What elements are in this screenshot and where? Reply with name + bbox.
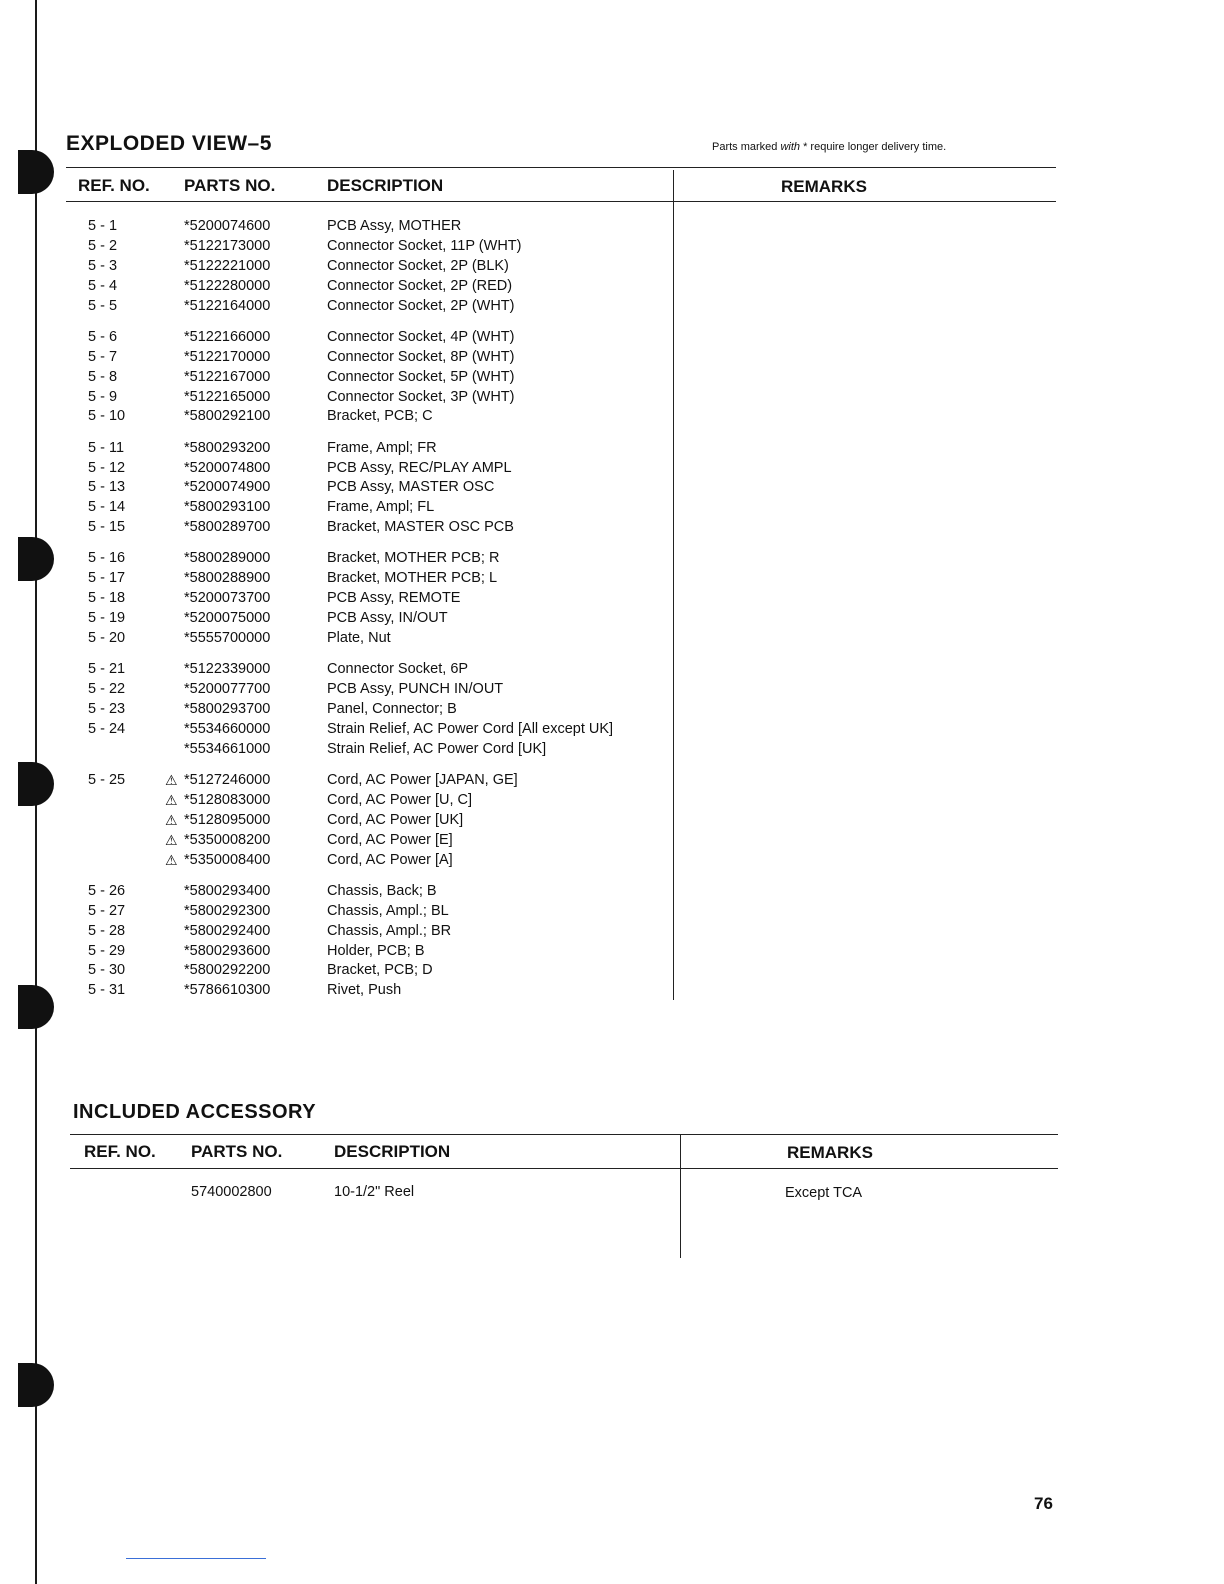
table-row bbox=[0, 739, 670, 759]
part-no: *5800293700 bbox=[184, 701, 271, 717]
description: Holder, PCB; B bbox=[327, 942, 425, 959]
description: Bracket, PCB; D bbox=[327, 962, 433, 979]
ref-no: 5 - 20 bbox=[88, 630, 126, 646]
table-row bbox=[0, 790, 670, 810]
table-row bbox=[0, 367, 670, 387]
ref-no: 5 - 17 bbox=[88, 570, 126, 587]
description: Cord, AC Power [A] bbox=[327, 851, 453, 868]
table-row bbox=[0, 256, 670, 276]
ref-no: 5 - 15 bbox=[88, 519, 126, 536]
table-row bbox=[0, 438, 670, 458]
ref-no: 5 - 9 bbox=[88, 388, 118, 405]
ref-no: 5 - 6 bbox=[88, 328, 118, 345]
ref-no: 5 - 13 bbox=[88, 479, 126, 496]
description: Bracket, MASTER OSC PCB bbox=[327, 519, 514, 536]
part-no: *5122339000 bbox=[184, 661, 271, 678]
description: Panel, Connector; B bbox=[327, 701, 457, 717]
ref-no: 5 - 28 bbox=[88, 922, 126, 939]
ref-no: 5 - 26 bbox=[88, 882, 126, 899]
part-no: *5800293200 bbox=[184, 439, 271, 456]
table-row bbox=[0, 980, 670, 1000]
description: Connector Socket, 5P (WHT) bbox=[327, 368, 515, 385]
table-row bbox=[0, 659, 670, 679]
part-no: *5800293100 bbox=[184, 499, 271, 516]
col-header-parts: PARTS NO. bbox=[184, 176, 276, 195]
description: Chassis, Ampl.; BR bbox=[327, 922, 452, 939]
description: Connector Socket, 11P (WHT) bbox=[327, 237, 522, 254]
table-row bbox=[0, 477, 670, 497]
part-no: *5800293600 bbox=[184, 942, 271, 959]
description: Strain Relief, AC Power Cord [UK] bbox=[327, 740, 547, 757]
part-no: *5128095000 bbox=[184, 811, 271, 828]
safety-warning-icon: ⚠ bbox=[165, 831, 178, 848]
ref-no: 5 - 24 bbox=[88, 720, 126, 737]
table-row bbox=[0, 406, 670, 426]
binding-hole bbox=[18, 1363, 54, 1407]
ref-no: 5 - 29 bbox=[88, 942, 126, 959]
table-row bbox=[0, 347, 670, 367]
table-row bbox=[0, 850, 670, 870]
part-no: *5534661000 bbox=[184, 740, 271, 757]
ref-no: 5 - 22 bbox=[88, 681, 126, 698]
ref-no: 5 - 23 bbox=[88, 701, 126, 717]
delivery-note: Parts marked with * require longer delivery time. bbox=[712, 141, 947, 153]
part-no: *5800292300 bbox=[184, 902, 271, 919]
col-header-remarks: REMARKS bbox=[781, 177, 867, 196]
description: Connector Socket, 6P bbox=[327, 661, 469, 678]
part-no: *5128083000 bbox=[184, 791, 271, 808]
description: PCB Assy, REC/PLAY AMPL bbox=[327, 459, 512, 476]
description: Connector Socket, 4P (WHT) bbox=[327, 328, 515, 345]
table-row bbox=[0, 830, 670, 850]
description: PCB Assy, PUNCH IN/OUT bbox=[327, 681, 504, 698]
part-no: *5200075000 bbox=[184, 610, 271, 627]
ref-no: 5 - 19 bbox=[88, 610, 126, 627]
table-row bbox=[0, 517, 670, 537]
table-row bbox=[0, 628, 670, 648]
accessory-part-no: 5740002800 bbox=[191, 1184, 272, 1200]
safety-warning-icon: ⚠ bbox=[165, 772, 178, 788]
table-row bbox=[0, 960, 670, 980]
table-row bbox=[0, 921, 670, 941]
ref-no: 5 - 11 bbox=[88, 439, 125, 456]
ref-no: 5 - 3 bbox=[88, 257, 118, 274]
table-row bbox=[0, 941, 670, 961]
part-no: *5122164000 bbox=[184, 297, 271, 314]
table-row bbox=[0, 901, 670, 921]
description: Cord, AC Power [UK] bbox=[327, 811, 464, 828]
accessory-remarks: Except TCA bbox=[785, 1185, 863, 1201]
description: Chassis, Back; B bbox=[327, 882, 437, 899]
description: PCB Assy, IN/OUT bbox=[327, 610, 448, 627]
description: PCB Assy, MOTHER bbox=[327, 218, 462, 234]
part-no: *5200077700 bbox=[184, 681, 271, 698]
part-no: *5800289700 bbox=[184, 519, 271, 536]
description: Connector Socket, 2P (WHT) bbox=[327, 297, 515, 314]
footer-line bbox=[126, 1558, 266, 1559]
accessory-description: 10-1/2" Reel bbox=[334, 1184, 415, 1200]
description: Bracket, MOTHER PCB; R bbox=[327, 550, 500, 567]
col-header-description: DESCRIPTION bbox=[327, 176, 444, 195]
part-no: *5800288900 bbox=[184, 570, 271, 587]
description: PCB Assy, MASTER OSC bbox=[327, 479, 495, 496]
description: Bracket, MOTHER PCB; L bbox=[327, 570, 498, 587]
part-no: *5555700000 bbox=[184, 630, 271, 646]
part-no: *5800289000 bbox=[184, 550, 271, 567]
ref-no: 5 - 14 bbox=[88, 499, 126, 516]
description: Cord, AC Power [U, C] bbox=[327, 791, 473, 808]
accessory-top-rule bbox=[70, 1134, 1058, 1135]
description: PCB Assy, REMOTE bbox=[327, 590, 461, 607]
part-no: *5122280000 bbox=[184, 277, 271, 294]
part-no: *5350008400 bbox=[184, 851, 271, 868]
part-no: *5127246000 bbox=[184, 772, 271, 788]
part-no: *5122221000 bbox=[184, 257, 271, 274]
description: Frame, Ampl; FR bbox=[327, 439, 437, 456]
ref-no: 5 - 16 bbox=[88, 550, 126, 567]
ref-no: 5 - 1 bbox=[88, 218, 118, 234]
col-header-ref: REF. NO. bbox=[78, 176, 150, 195]
safety-warning-icon: ⚠ bbox=[165, 811, 178, 828]
table-row bbox=[0, 327, 670, 347]
description: Connector Socket, 8P (WHT) bbox=[327, 348, 515, 365]
table-row bbox=[0, 770, 670, 790]
part-no: *5786610300 bbox=[184, 982, 271, 999]
page-number: 76 bbox=[1034, 1494, 1053, 1513]
remarks-column-divider bbox=[673, 170, 674, 1000]
description: Plate, Nut bbox=[327, 630, 391, 646]
part-no: *5800292400 bbox=[184, 922, 271, 939]
part-no: *5200074900 bbox=[184, 479, 271, 496]
table-row bbox=[0, 296, 670, 316]
accessory-remarks-divider bbox=[680, 1134, 681, 1258]
description: Connector Socket, 2P (RED) bbox=[327, 277, 513, 294]
table-row bbox=[0, 216, 670, 236]
table-top-rule bbox=[66, 167, 1056, 168]
description: Connector Socket, 3P (WHT) bbox=[327, 388, 515, 405]
description: Bracket, PCB; C bbox=[327, 408, 433, 425]
description: Cord, AC Power [E] bbox=[327, 831, 453, 848]
ref-no: 5 - 31 bbox=[88, 982, 126, 999]
description: Rivet, Push bbox=[327, 982, 402, 999]
table-row bbox=[0, 588, 670, 608]
part-no: *5122173000 bbox=[184, 237, 271, 254]
acc-col-header-parts: PARTS NO. bbox=[191, 1142, 283, 1161]
binding-hole bbox=[18, 150, 54, 194]
acc-col-header-description: DESCRIPTION bbox=[334, 1142, 451, 1161]
ref-no: 5 - 25 bbox=[88, 772, 126, 788]
part-no: *5534660000 bbox=[184, 720, 271, 737]
table-row bbox=[0, 236, 670, 256]
ref-no: 5 - 18 bbox=[88, 590, 126, 607]
part-no: *5350008200 bbox=[184, 831, 271, 848]
table-row bbox=[0, 276, 670, 296]
ref-no: 5 - 4 bbox=[88, 277, 118, 294]
description: Connector Socket, 2P (BLK) bbox=[327, 257, 509, 274]
included-accessory-title: INCLUDED ACCESSORY bbox=[73, 1101, 317, 1123]
part-no: *5122170000 bbox=[184, 348, 271, 365]
table-row bbox=[0, 679, 670, 699]
table-row bbox=[0, 568, 670, 588]
safety-warning-icon: ⚠ bbox=[165, 791, 178, 808]
part-no: *5800293400 bbox=[184, 882, 271, 899]
part-no: *5800292200 bbox=[184, 962, 271, 979]
ref-no: 5 - 8 bbox=[88, 368, 118, 385]
ref-no: 5 - 30 bbox=[88, 962, 126, 979]
table-row bbox=[0, 497, 670, 517]
safety-warning-icon: ⚠ bbox=[165, 851, 178, 868]
table-row bbox=[0, 608, 670, 628]
table-row bbox=[0, 548, 670, 568]
ref-no: 5 - 12 bbox=[88, 459, 126, 476]
accessory-header-rule bbox=[70, 1168, 1058, 1169]
table-row bbox=[0, 387, 670, 407]
description: Cord, AC Power [JAPAN, GE] bbox=[327, 772, 518, 788]
acc-col-header-ref: REF. NO. bbox=[84, 1142, 156, 1161]
part-no: *5200074800 bbox=[184, 459, 271, 476]
exploded-view-title: EXPLODED VIEW–5 bbox=[66, 132, 272, 155]
ref-no: 5 - 21 bbox=[88, 661, 126, 678]
description: Strain Relief, AC Power Cord [All except UK] bbox=[327, 720, 614, 737]
ref-no: 5 - 2 bbox=[88, 237, 118, 254]
part-no: *5122166000 bbox=[184, 328, 271, 345]
ref-no: 5 - 7 bbox=[88, 348, 118, 365]
description: Chassis, Ampl.; BL bbox=[327, 902, 449, 919]
part-no: *5200074600 bbox=[184, 218, 271, 234]
table-row bbox=[0, 458, 670, 478]
part-no: *5122167000 bbox=[184, 368, 271, 385]
table-row bbox=[0, 810, 670, 830]
ref-no: 5 - 5 bbox=[88, 297, 118, 314]
table-header-rule bbox=[66, 201, 1056, 202]
part-no: *5800292100 bbox=[184, 408, 271, 425]
ref-no: 5 - 27 bbox=[88, 902, 126, 919]
part-no: *5122165000 bbox=[184, 388, 271, 405]
acc-col-header-remarks: REMARKS bbox=[787, 1143, 873, 1162]
table-row bbox=[0, 719, 670, 739]
table-row bbox=[0, 881, 670, 901]
ref-no: 5 - 10 bbox=[88, 408, 126, 425]
table-row bbox=[0, 699, 670, 719]
description: Frame, Ampl; FL bbox=[327, 499, 435, 516]
part-no: *5200073700 bbox=[184, 590, 271, 607]
